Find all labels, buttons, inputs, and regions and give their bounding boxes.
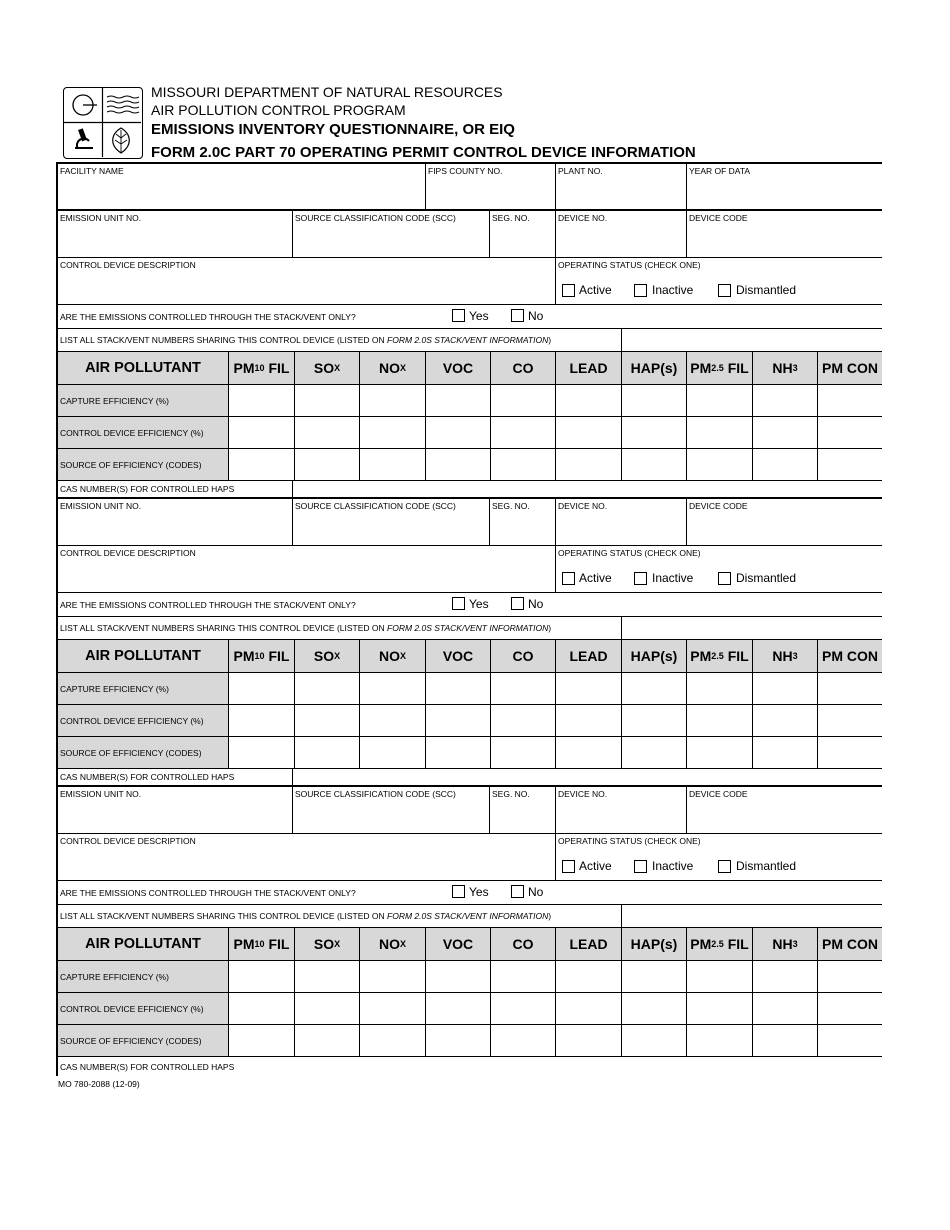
control-device-efficiency-voc-input-3[interactable] <box>426 993 491 1025</box>
source-of-efficiency-pm-con-input-1[interactable] <box>818 449 882 481</box>
capture-efficiency-pm-con-input-2[interactable] <box>818 673 882 705</box>
stack-question-row-1 <box>58 305 882 329</box>
yes-label: Yes <box>469 597 489 611</box>
capture-efficiency-pm25-fil-input-1[interactable] <box>687 385 753 417</box>
control-device-efficiency-pm10-fil-input-3[interactable] <box>229 993 295 1025</box>
list-stacks-field-1[interactable] <box>622 329 882 352</box>
control-device-efficiency-co-input-3[interactable] <box>491 993 556 1025</box>
pollutant-symbol: PM <box>233 936 255 952</box>
list-stacks-suffix: ) <box>548 623 552 633</box>
control-device-efficiency-haps-input-3[interactable] <box>622 993 687 1025</box>
control-device-efficiency-nh3-input-2[interactable] <box>753 705 818 737</box>
inactive-label: Inactive <box>652 571 694 585</box>
pollutant-symbol: NH <box>772 648 793 664</box>
control-device-efficiency-label: CONTROL DEVICE EFFICIENCY (%) <box>60 427 204 438</box>
source-of-efficiency-label-cell-1 <box>58 449 229 481</box>
control-device-efficiency-co-input-2[interactable] <box>491 705 556 737</box>
pollutant-suffix: FIL <box>264 360 290 376</box>
device-no-field-3[interactable] <box>556 787 687 834</box>
co-header-1: CO <box>491 352 556 385</box>
device-no-label: DEVICE NO. <box>558 789 608 799</box>
year-of-data-label: YEAR OF DATA <box>689 166 751 176</box>
seg-no-field-1[interactable] <box>490 211 556 258</box>
nh3-header-2: NH 3 <box>753 640 818 673</box>
active-checkbox-3[interactable] <box>562 860 575 873</box>
control-device-form <box>56 162 882 1076</box>
capture-efficiency-nox-input-3[interactable] <box>360 961 426 993</box>
source-of-efficiency-pm10-fil-input-1[interactable] <box>229 449 295 481</box>
cas-numbers-label: CAS NUMBER(S) FOR CONTROLLED HAPS <box>60 1062 235 1072</box>
capture-efficiency-lead-input-1[interactable] <box>556 385 622 417</box>
no-checkbox-2[interactable] <box>511 597 524 610</box>
list-stacks-suffix: ) <box>548 335 552 345</box>
yes-checkbox-1[interactable] <box>452 309 465 322</box>
fips-county-field[interactable] <box>426 164 556 211</box>
co-header-3: CO <box>491 928 556 961</box>
active-label: Active <box>579 571 612 585</box>
yes-checkbox-3[interactable] <box>452 885 465 898</box>
pm10-fil-header-3: PM 10 FIL <box>229 928 295 961</box>
active-checkbox-1[interactable] <box>562 284 575 297</box>
capture-efficiency-haps-input-3[interactable] <box>622 961 687 993</box>
cas-numbers-field-1[interactable] <box>293 481 882 499</box>
capture-efficiency-sox-input-2[interactable] <box>295 673 360 705</box>
operating-status-label: OPERATING STATUS (CHECK ONE) <box>558 260 701 270</box>
source-of-efficiency-sox-input-2[interactable] <box>295 737 360 769</box>
source-of-efficiency-pm-con-input-3[interactable] <box>818 1025 882 1057</box>
source-of-efficiency-pm10-fil-input-3[interactable] <box>229 1025 295 1057</box>
source-of-efficiency-pm25-fil-input-1[interactable] <box>687 449 753 481</box>
no-checkbox-1[interactable] <box>511 309 524 322</box>
capture-efficiency-label: CAPTURE EFFICIENCY (%) <box>60 971 169 982</box>
capture-efficiency-lead-input-2[interactable] <box>556 673 622 705</box>
capture-efficiency-nox-input-2[interactable] <box>360 673 426 705</box>
sox-header-2: SO X <box>295 640 360 673</box>
source-of-efficiency-haps-input-2[interactable] <box>622 737 687 769</box>
list-stacks-label-cell-1 <box>58 329 622 352</box>
capture-efficiency-label: CAPTURE EFFICIENCY (%) <box>60 395 169 406</box>
lead-header-2: LEAD <box>556 640 622 673</box>
source-of-efficiency-nox-input-1[interactable] <box>360 449 426 481</box>
capture-efficiency-pm10-fil-input-2[interactable] <box>229 673 295 705</box>
device-code-field-1[interactable] <box>687 211 882 258</box>
source-of-efficiency-pm25-fil-input-2[interactable] <box>687 737 753 769</box>
capture-efficiency-nox-input-1[interactable] <box>360 385 426 417</box>
control-device-efficiency-lead-input-1[interactable] <box>556 417 622 449</box>
department-logo <box>63 87 143 159</box>
operating-status-label: OPERATING STATUS (CHECK ONE) <box>558 836 701 846</box>
source-of-efficiency-pm10-fil-input-2[interactable] <box>229 737 295 769</box>
pollutant-symbol: NH <box>772 936 793 952</box>
lead-header-3: LEAD <box>556 928 622 961</box>
control-device-efficiency-label-cell-3 <box>58 993 229 1025</box>
plant-no-field[interactable] <box>556 164 687 211</box>
source-of-efficiency-nh3-input-1[interactable] <box>753 449 818 481</box>
device-code-label: DEVICE CODE <box>689 789 748 799</box>
list-stacks-form-ref: FORM 2.0S STACK/VENT INFORMATION <box>387 623 549 633</box>
dismantled-checkbox-1[interactable] <box>718 284 731 297</box>
stack-question-label: ARE THE EMISSIONS CONTROLLED THROUGH THE STACK/VENT ONLY? <box>60 311 356 322</box>
pm-con-header-3: PM CON <box>818 928 882 961</box>
capture-efficiency-label-cell-1 <box>58 385 229 417</box>
nox-header-2: NO X <box>360 640 426 673</box>
control-device-efficiency-label: CONTROL DEVICE EFFICIENCY (%) <box>60 715 204 726</box>
capture-efficiency-haps-input-1[interactable] <box>622 385 687 417</box>
capture-efficiency-voc-input-1[interactable] <box>426 385 491 417</box>
cas-numbers-label-cell-3[interactable] <box>58 1057 882 1077</box>
sox-header-3: SO X <box>295 928 360 961</box>
facility-name-label: FACILITY NAME <box>60 166 124 176</box>
capture-efficiency-label-cell-2 <box>58 673 229 705</box>
pollutant-symbol: PM <box>690 936 712 952</box>
list-stacks-text: LIST ALL STACK/VENT NUMBERS SHARING THIS CONTROL DEVICE (LISTED ON <box>60 911 388 921</box>
seg-no-field-2[interactable] <box>490 499 556 546</box>
pm-con-header-2: PM CON <box>818 640 882 673</box>
control-device-efficiency-lead-input-2[interactable] <box>556 705 622 737</box>
air-pollutant-header-1: AIR POLLUTANT <box>58 352 229 385</box>
source-of-efficiency-lead-input-1[interactable] <box>556 449 622 481</box>
no-checkbox-3[interactable] <box>511 885 524 898</box>
control-device-efficiency-nox-input-3[interactable] <box>360 993 426 1025</box>
control-device-efficiency-pm10-fil-input-2[interactable] <box>229 705 295 737</box>
control-device-efficiency-sox-input-1[interactable] <box>295 417 360 449</box>
capture-efficiency-pm25-fil-input-3[interactable] <box>687 961 753 993</box>
stack-question-label: ARE THE EMISSIONS CONTROLLED THROUGH THE STACK/VENT ONLY? <box>60 887 356 898</box>
dismantled-checkbox-3[interactable] <box>718 860 731 873</box>
no-label: No <box>528 309 544 323</box>
list-stacks-suffix: ) <box>548 911 552 921</box>
pollutant-symbol: PM <box>233 360 255 376</box>
sox-header-1: SO X <box>295 352 360 385</box>
program-name: AIR POLLUTION CONTROL PROGRAM <box>151 102 406 118</box>
scc-label: SOURCE CLASSIFICATION CODE (SCC) <box>295 213 456 223</box>
inactive-checkbox-1[interactable] <box>634 284 647 297</box>
list-stacks-field-2[interactable] <box>622 617 882 640</box>
pollutant-symbol: NO <box>378 936 400 952</box>
source-of-efficiency-nox-input-2[interactable] <box>360 737 426 769</box>
seg-no-label: SEG. NO. <box>492 501 530 511</box>
pollutant-symbol: NH <box>772 360 793 376</box>
dismantled-label: Dismantled <box>736 859 797 873</box>
source-of-efficiency-label-cell-2 <box>58 737 229 769</box>
pm10-fil-header-2: PM 10 FIL <box>229 640 295 673</box>
control-device-efficiency-pm10-fil-input-1[interactable] <box>229 417 295 449</box>
control-device-description-label: CONTROL DEVICE DESCRIPTION <box>60 548 196 558</box>
year-of-data-field[interactable] <box>687 164 882 211</box>
active-label: Active <box>579 859 612 873</box>
haps-header-1: HAP(s) <box>622 352 687 385</box>
pollutant-symbol: PM <box>233 648 255 664</box>
operating-status-group-1 <box>556 258 882 305</box>
emission-unit-no-label: EMISSION UNIT NO. <box>60 789 142 799</box>
voc-header-1: VOC <box>426 352 491 385</box>
list-stacks-text: LIST ALL STACK/VENT NUMBERS SHARING THIS CONTROL DEVICE (LISTED ON <box>60 335 388 345</box>
control-device-efficiency-nh3-input-1[interactable] <box>753 417 818 449</box>
lead-header-1: LEAD <box>556 352 622 385</box>
document-title: EMISSIONS INVENTORY QUESTIONNAIRE, OR EIQ <box>151 121 515 138</box>
stack-question-row-2 <box>58 593 882 617</box>
source-of-efficiency-label: SOURCE OF EFFICIENCY (CODES) <box>60 747 202 758</box>
cas-numbers-label-cell-1 <box>58 481 293 499</box>
source-of-efficiency-nox-input-3[interactable] <box>360 1025 426 1057</box>
dismantled-label: Dismantled <box>736 571 797 585</box>
scc-field-1[interactable] <box>293 211 490 258</box>
air-pollutant-header-3: AIR POLLUTANT <box>58 928 229 961</box>
control-device-efficiency-pm-con-input-2[interactable] <box>818 705 882 737</box>
voc-header-3: VOC <box>426 928 491 961</box>
no-label: No <box>528 885 544 899</box>
capture-efficiency-nh3-input-2[interactable] <box>753 673 818 705</box>
capture-efficiency-pm-con-input-1[interactable] <box>818 385 882 417</box>
list-stacks-label-cell-3 <box>58 905 622 928</box>
list-stacks-text: LIST ALL STACK/VENT NUMBERS SHARING THIS CONTROL DEVICE (LISTED ON <box>60 623 388 633</box>
capture-efficiency-pm-con-input-3[interactable] <box>818 961 882 993</box>
device-code-field-3[interactable] <box>687 787 882 834</box>
active-label: Active <box>579 283 612 297</box>
device-code-field-2[interactable] <box>687 499 882 546</box>
source-of-efficiency-haps-input-3[interactable] <box>622 1025 687 1057</box>
yes-label: Yes <box>469 309 489 323</box>
stack-question-row-3 <box>58 881 882 905</box>
capture-efficiency-voc-input-2[interactable] <box>426 673 491 705</box>
emission-unit-no-label: EMISSION UNIT NO. <box>60 213 142 223</box>
control-device-efficiency-label-cell-2 <box>58 705 229 737</box>
source-of-efficiency-nh3-input-3[interactable] <box>753 1025 818 1057</box>
pollutant-symbol: SO <box>313 936 335 952</box>
control-device-efficiency-pm-con-input-3[interactable] <box>818 993 882 1025</box>
pm25-fil-header-3: PM 2.5 FIL <box>687 928 753 961</box>
control-device-efficiency-sox-input-2[interactable] <box>295 705 360 737</box>
capture-efficiency-co-input-3[interactable] <box>491 961 556 993</box>
plant-no-label: PLANT NO. <box>558 166 603 176</box>
capture-efficiency-pm25-fil-input-2[interactable] <box>687 673 753 705</box>
pollutant-symbol: PM <box>690 648 712 664</box>
capture-efficiency-nh3-input-1[interactable] <box>753 385 818 417</box>
source-of-efficiency-label: SOURCE OF EFFICIENCY (CODES) <box>60 459 202 470</box>
capture-efficiency-voc-input-3[interactable] <box>426 961 491 993</box>
source-of-efficiency-sox-input-3[interactable] <box>295 1025 360 1057</box>
air-pollutant-header-2: AIR POLLUTANT <box>58 640 229 673</box>
nox-header-1: NO X <box>360 352 426 385</box>
source-of-efficiency-voc-input-3[interactable] <box>426 1025 491 1057</box>
form-number: MO 780-2088 (12-09) <box>58 1079 140 1089</box>
pollutant-suffix: FIL <box>264 648 290 664</box>
control-device-description-label: CONTROL DEVICE DESCRIPTION <box>60 260 196 270</box>
seg-no-label: SEG. NO. <box>492 789 530 799</box>
source-of-efficiency-lead-input-3[interactable] <box>556 1025 622 1057</box>
cas-numbers-label: CAS NUMBER(S) FOR CONTROLLED HAPS <box>60 772 235 782</box>
control-device-efficiency-sox-input-3[interactable] <box>295 993 360 1025</box>
control-device-description-field-1[interactable] <box>58 258 556 305</box>
control-device-efficiency-lead-input-3[interactable] <box>556 993 622 1025</box>
dismantled-checkbox-2[interactable] <box>718 572 731 585</box>
operating-status-label: OPERATING STATUS (CHECK ONE) <box>558 548 701 558</box>
fips-county-label: FIPS COUNTY NO. <box>428 166 503 176</box>
device-no-field-1[interactable] <box>556 211 687 258</box>
source-of-efficiency-voc-input-2[interactable] <box>426 737 491 769</box>
pollutant-symbol: NO <box>378 648 400 664</box>
pm25-fil-header-1: PM 2.5 FIL <box>687 352 753 385</box>
emission-unit-no-field-2[interactable] <box>58 499 293 546</box>
co-header-2: CO <box>491 640 556 673</box>
device-code-label: DEVICE CODE <box>689 501 748 511</box>
pollutant-symbol: SO <box>313 648 335 664</box>
voc-header-2: VOC <box>426 640 491 673</box>
control-device-efficiency-co-input-1[interactable] <box>491 417 556 449</box>
capture-efficiency-label-cell-3 <box>58 961 229 993</box>
scc-field-3[interactable] <box>293 787 490 834</box>
capture-efficiency-co-input-1[interactable] <box>491 385 556 417</box>
yes-checkbox-2[interactable] <box>452 597 465 610</box>
device-no-label: DEVICE NO. <box>558 213 608 223</box>
yes-label: Yes <box>469 885 489 899</box>
stack-question-label: ARE THE EMISSIONS CONTROLLED THROUGH THE STACK/VENT ONLY? <box>60 599 356 610</box>
source-of-efficiency-haps-input-1[interactable] <box>622 449 687 481</box>
scc-field-2[interactable] <box>293 499 490 546</box>
device-no-field-2[interactable] <box>556 499 687 546</box>
emission-unit-no-label: EMISSION UNIT NO. <box>60 501 142 511</box>
nox-header-3: NO X <box>360 928 426 961</box>
scc-label: SOURCE CLASSIFICATION CODE (SCC) <box>295 501 456 511</box>
list-stacks-label <box>60 911 551 921</box>
pm-con-header-1: PM CON <box>818 352 882 385</box>
dismantled-label: Dismantled <box>736 283 797 297</box>
capture-efficiency-label: CAPTURE EFFICIENCY (%) <box>60 683 169 694</box>
department-name: MISSOURI DEPARTMENT OF NATURAL RESOURCES <box>151 84 503 100</box>
source-of-efficiency-lead-input-2[interactable] <box>556 737 622 769</box>
pm10-fil-header-1: PM 10 FIL <box>229 352 295 385</box>
capture-efficiency-lead-input-3[interactable] <box>556 961 622 993</box>
list-stacks-label <box>60 623 551 633</box>
source-of-efficiency-pm25-fil-input-3[interactable] <box>687 1025 753 1057</box>
source-of-efficiency-co-input-1[interactable] <box>491 449 556 481</box>
control-device-description-field-2[interactable] <box>58 546 556 593</box>
seg-no-field-3[interactable] <box>490 787 556 834</box>
source-of-efficiency-label-cell-3 <box>58 1025 229 1057</box>
control-device-efficiency-voc-input-2[interactable] <box>426 705 491 737</box>
list-stacks-label <box>60 335 551 345</box>
cas-numbers-label-cell-2 <box>58 769 293 787</box>
control-device-description-label: CONTROL DEVICE DESCRIPTION <box>60 836 196 846</box>
control-device-efficiency-pm25-fil-input-2[interactable] <box>687 705 753 737</box>
seg-no-label: SEG. NO. <box>492 213 530 223</box>
control-device-efficiency-label: CONTROL DEVICE EFFICIENCY (%) <box>60 1003 204 1014</box>
control-device-efficiency-nox-input-1[interactable] <box>360 417 426 449</box>
capture-efficiency-co-input-2[interactable] <box>491 673 556 705</box>
capture-efficiency-pm10-fil-input-3[interactable] <box>229 961 295 993</box>
form-title: FORM 2.0C PART 70 OPERATING PERMIT CONTROL DEVICE INFORMATION <box>151 144 696 161</box>
nh3-header-3: NH 3 <box>753 928 818 961</box>
list-stacks-form-ref: FORM 2.0S STACK/VENT INFORMATION <box>387 335 549 345</box>
control-device-efficiency-nh3-input-3[interactable] <box>753 993 818 1025</box>
pollutant-suffix: FIL <box>723 648 749 664</box>
operating-status-group-3 <box>556 834 882 881</box>
pollutant-suffix: FIL <box>264 936 290 952</box>
operating-status-group-2 <box>556 546 882 593</box>
control-device-efficiency-pm25-fil-input-1[interactable] <box>687 417 753 449</box>
capture-efficiency-pm10-fil-input-1[interactable] <box>229 385 295 417</box>
facility-name-field[interactable] <box>58 164 426 211</box>
capture-efficiency-haps-input-2[interactable] <box>622 673 687 705</box>
pollutant-symbol: PM <box>690 360 712 376</box>
control-device-efficiency-haps-input-2[interactable] <box>622 705 687 737</box>
inactive-label: Inactive <box>652 283 694 297</box>
inactive-checkbox-3[interactable] <box>634 860 647 873</box>
pollutant-suffix: FIL <box>723 936 749 952</box>
capture-efficiency-sox-input-3[interactable] <box>295 961 360 993</box>
nh3-header-1: NH 3 <box>753 352 818 385</box>
source-of-efficiency-co-input-2[interactable] <box>491 737 556 769</box>
haps-header-2: HAP(s) <box>622 640 687 673</box>
control-device-efficiency-pm-con-input-1[interactable] <box>818 417 882 449</box>
pm25-fil-header-2: PM 2.5 FIL <box>687 640 753 673</box>
control-device-description-field-3[interactable] <box>58 834 556 881</box>
source-of-efficiency-sox-input-1[interactable] <box>295 449 360 481</box>
control-device-efficiency-label-cell-1 <box>58 417 229 449</box>
list-stacks-label-cell-2 <box>58 617 622 640</box>
source-of-efficiency-label: SOURCE OF EFFICIENCY (CODES) <box>60 1035 202 1046</box>
capture-efficiency-sox-input-1[interactable] <box>295 385 360 417</box>
inactive-checkbox-2[interactable] <box>634 572 647 585</box>
cas-numbers-label: CAS NUMBER(S) FOR CONTROLLED HAPS <box>60 484 235 494</box>
control-device-efficiency-pm25-fil-input-3[interactable] <box>687 993 753 1025</box>
source-of-efficiency-pm-con-input-2[interactable] <box>818 737 882 769</box>
source-of-efficiency-co-input-3[interactable] <box>491 1025 556 1057</box>
no-label: No <box>528 597 544 611</box>
capture-efficiency-nh3-input-3[interactable] <box>753 961 818 993</box>
source-of-efficiency-voc-input-1[interactable] <box>426 449 491 481</box>
device-no-label: DEVICE NO. <box>558 501 608 511</box>
inactive-label: Inactive <box>652 859 694 873</box>
control-device-efficiency-voc-input-1[interactable] <box>426 417 491 449</box>
control-device-efficiency-nox-input-2[interactable] <box>360 705 426 737</box>
emission-unit-no-field-3[interactable] <box>58 787 293 834</box>
pollutant-symbol: NO <box>378 360 400 376</box>
haps-header-3: HAP(s) <box>622 928 687 961</box>
active-checkbox-2[interactable] <box>562 572 575 585</box>
scc-label: SOURCE CLASSIFICATION CODE (SCC) <box>295 789 456 799</box>
list-stacks-field-3[interactable] <box>622 905 882 928</box>
pollutant-suffix: FIL <box>723 360 749 376</box>
pollutant-symbol: SO <box>313 360 335 376</box>
cas-numbers-field-2[interactable] <box>293 769 882 787</box>
device-code-label: DEVICE CODE <box>689 213 748 223</box>
list-stacks-form-ref: FORM 2.0S STACK/VENT INFORMATION <box>387 911 549 921</box>
source-of-efficiency-nh3-input-2[interactable] <box>753 737 818 769</box>
emission-unit-no-field-1[interactable] <box>58 211 293 258</box>
control-device-efficiency-haps-input-1[interactable] <box>622 417 687 449</box>
